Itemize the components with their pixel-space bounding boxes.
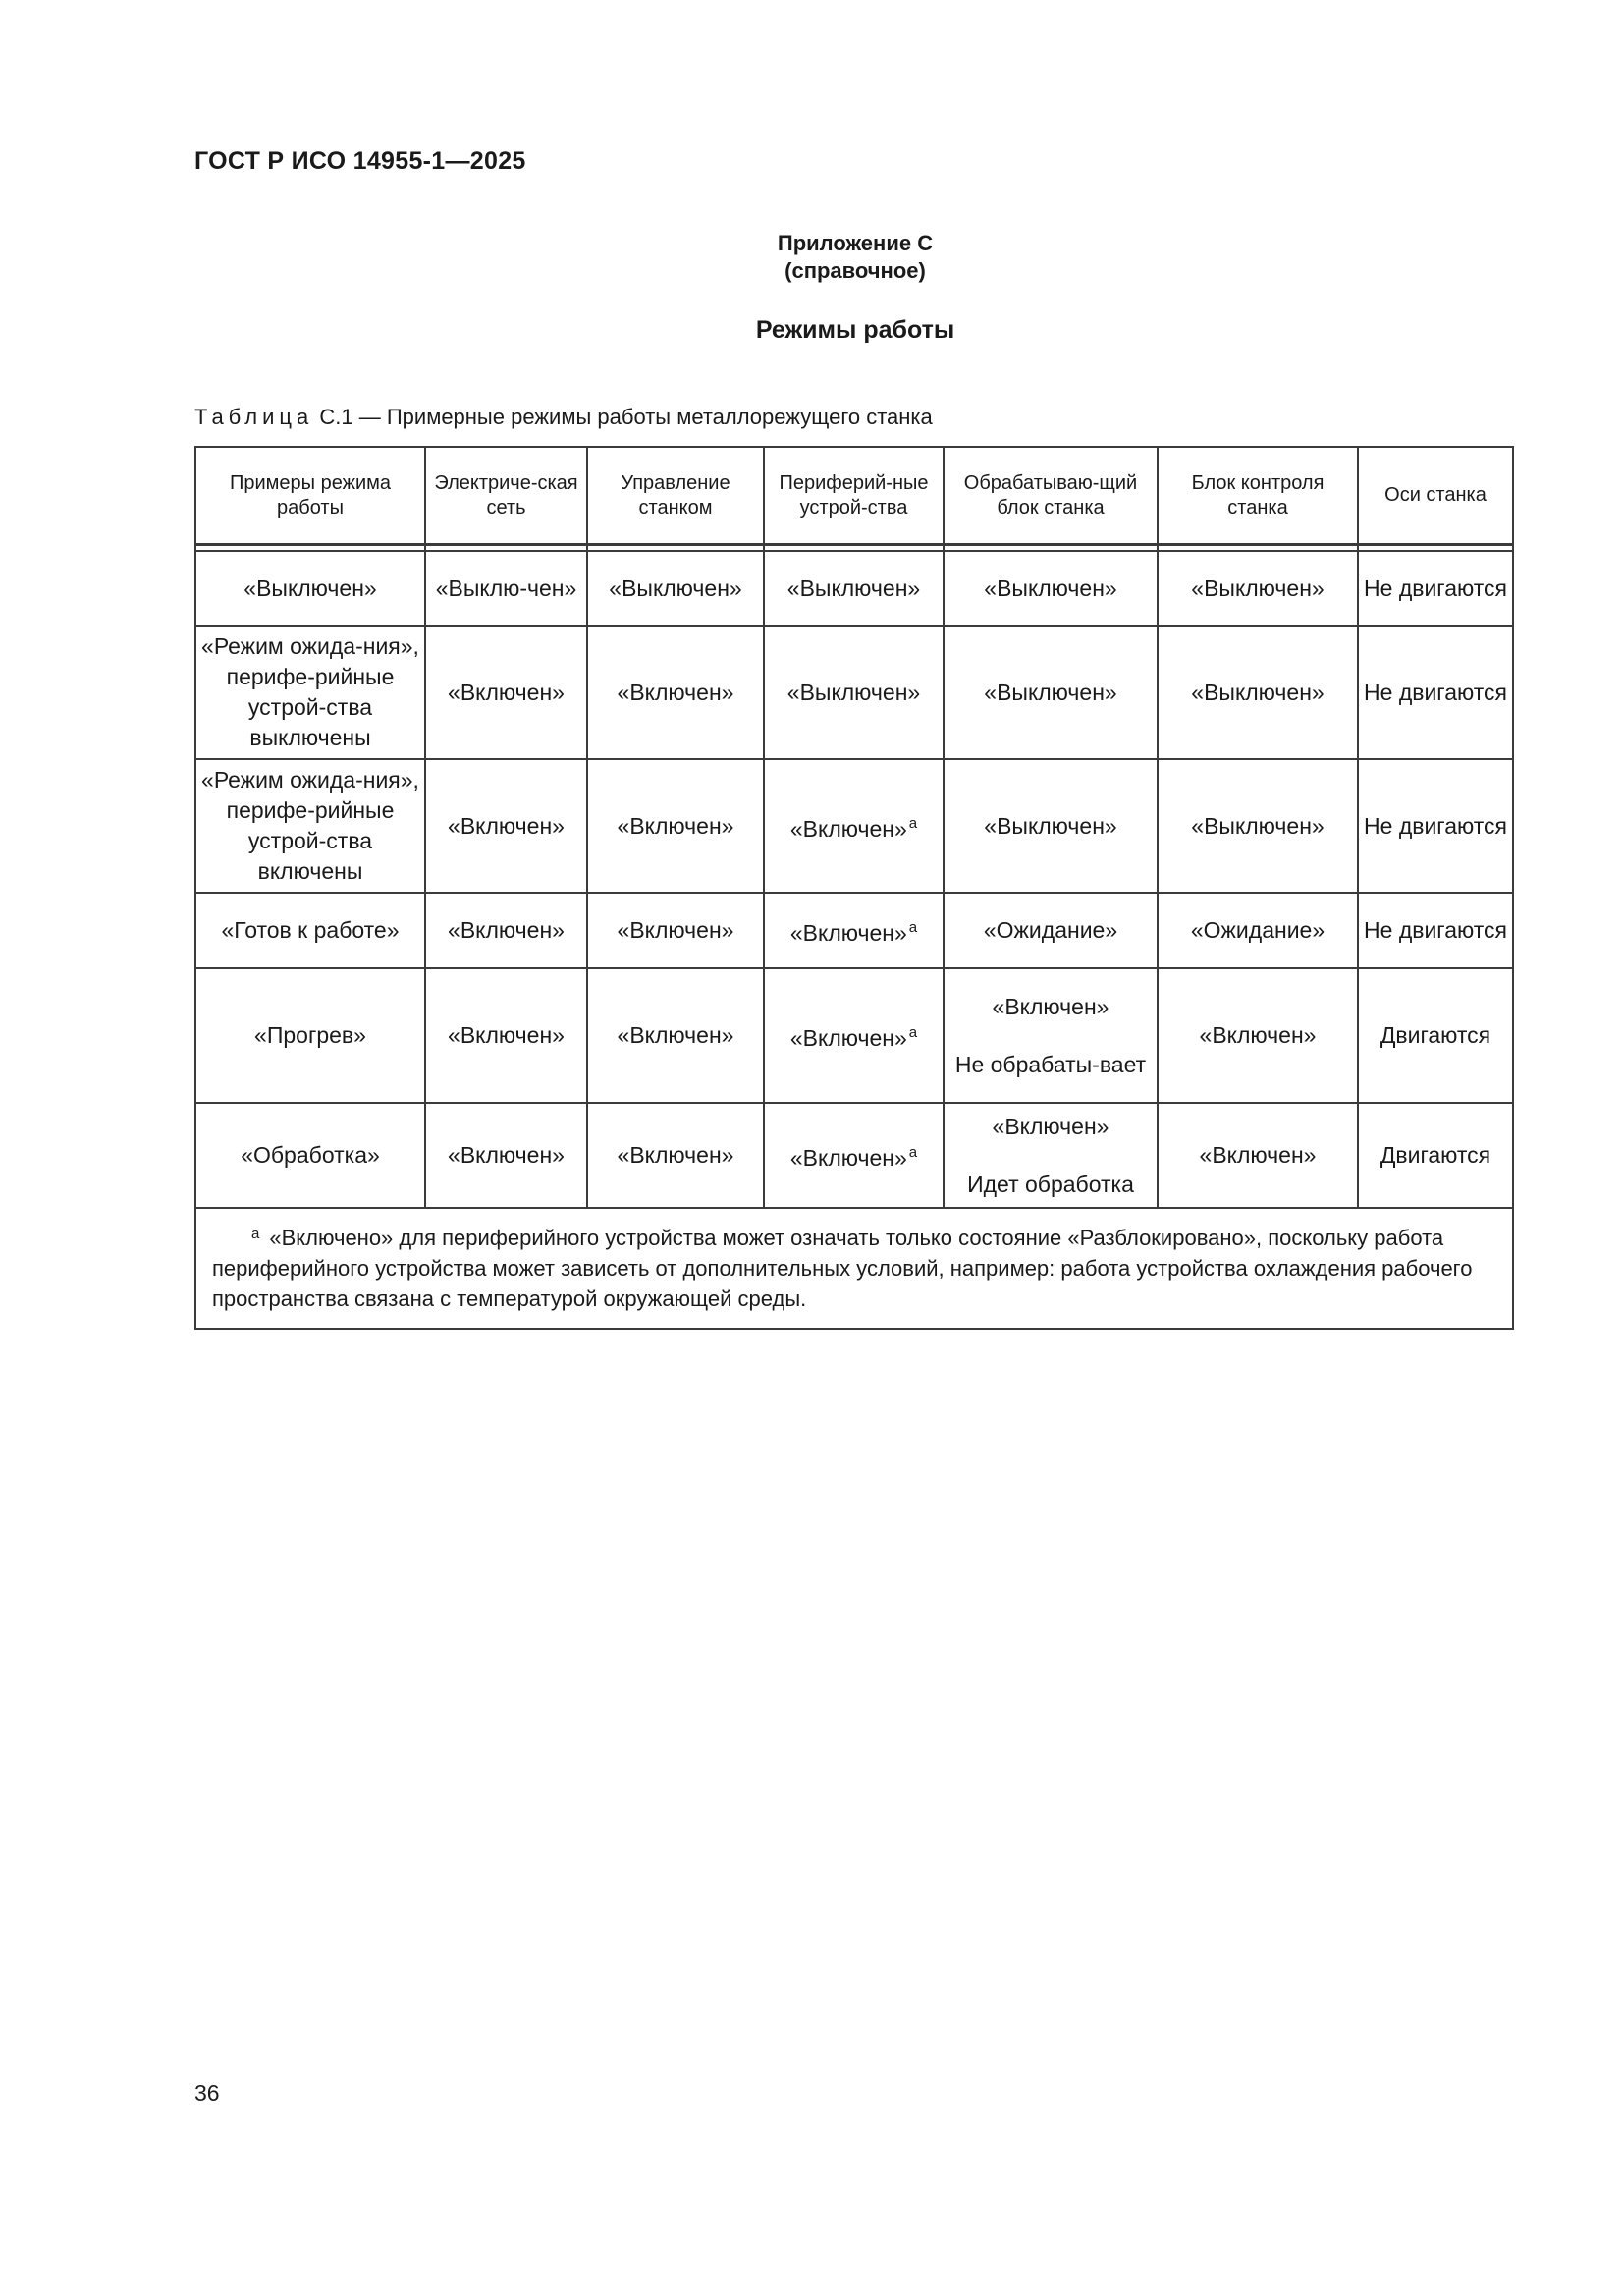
- cell-processing: «Выключен»: [944, 759, 1158, 893]
- cell-power: «Выклю-чен»: [425, 551, 587, 626]
- table-row: [195, 551, 1513, 626]
- column-header-monitoring: Блок контроля станка: [1158, 447, 1358, 545]
- cell-mode: «Прогрев»: [195, 968, 425, 1103]
- cell-processing: «Выключен»: [944, 551, 1158, 626]
- table-footnote: [195, 1208, 1513, 1329]
- cell-monitoring: «Выключен»: [1158, 626, 1358, 759]
- operating-modes-table: [194, 446, 1514, 1330]
- cell-processing-state: «Включен»: [992, 1113, 1109, 1139]
- cell-power: «Включен»: [425, 1103, 587, 1208]
- table-row: [195, 968, 1513, 1103]
- document-id: ГОСТ Р ИСО 14955-1—2025: [194, 147, 526, 175]
- cell-monitoring: «Выключен»: [1158, 759, 1358, 893]
- section-title: Режимы работы: [755, 316, 955, 344]
- cell-periphery: «Выключен»: [764, 551, 944, 626]
- cell-monitoring: «Ожидание»: [1158, 893, 1358, 968]
- cell-monitoring: «Включен»: [1158, 1103, 1358, 1208]
- cell-monitoring: «Выключен»: [1158, 551, 1358, 626]
- cell-axes: Двигаются: [1358, 1103, 1513, 1208]
- footnote-marker: a: [251, 1226, 260, 1242]
- cell-power: «Включен»: [425, 759, 587, 893]
- footnote-marker: a: [908, 1024, 918, 1041]
- annex-kind: (справочное): [784, 258, 926, 283]
- cell-periphery: [764, 759, 944, 893]
- cell-control: «Включен»: [587, 759, 764, 893]
- table-row: [195, 893, 1513, 968]
- column-header-axes: Оси станка: [1358, 447, 1513, 545]
- cell-mode: «Режим ожида-ния», перифе-рийные устрой-ства включены: [195, 759, 425, 893]
- cell-periphery-text: «Включен»: [789, 920, 907, 946]
- cell-mode: «Готов к работе»: [195, 893, 425, 968]
- footnote-text: «Включено» для периферийного устройства может означать только состояние «Разблокировано», поскольку работа периферийного устройства может зависеть от дополнительных условий, например: работа устройства охлаждения рабочего пространства связана с температурой окружающей среды.: [212, 1226, 1473, 1311]
- cell-periphery: «Выключен»: [764, 626, 944, 759]
- cell-axes: Двигаются: [1358, 968, 1513, 1103]
- page-number: 36: [194, 2080, 220, 2105]
- cell-periphery-text: «Включен»: [789, 1025, 907, 1051]
- cell-power: «Включен»: [425, 893, 587, 968]
- cell-periphery: [764, 1103, 944, 1208]
- cell-processing: «Ожидание»: [944, 893, 1158, 968]
- cell-periphery: [764, 968, 944, 1103]
- footnote-marker: a: [908, 1144, 918, 1161]
- cell-processing: «Выключен»: [944, 626, 1158, 759]
- table-caption-text: С.1 — Примерные режимы работы металлорежущего станка: [319, 405, 933, 429]
- column-header-control: Управление станком: [587, 447, 764, 545]
- cell-power: «Включен»: [425, 968, 587, 1103]
- cell-axes: Не двигаются: [1358, 893, 1513, 968]
- cell-control: «Включен»: [587, 893, 764, 968]
- cell-periphery-text: «Включен»: [789, 815, 907, 842]
- cell-control: «Включен»: [587, 1103, 764, 1208]
- table-header-row: [195, 447, 1513, 545]
- cell-periphery-text: «Включен»: [789, 1145, 907, 1171]
- cell-control: «Выключен»: [587, 551, 764, 626]
- cell-processing-detail: Идет обработка: [967, 1171, 1134, 1197]
- cell-axes: Не двигаются: [1358, 551, 1513, 626]
- cell-axes: Не двигаются: [1358, 759, 1513, 893]
- cell-periphery: [764, 893, 944, 968]
- cell-control: «Включен»: [587, 968, 764, 1103]
- table-row: [195, 626, 1513, 759]
- cell-control: «Включен»: [587, 626, 764, 759]
- cell-monitoring: «Включен»: [1158, 968, 1358, 1103]
- column-header-mode: Примеры режима работы: [195, 447, 425, 545]
- cell-mode: «Режим ожида-ния», перифе-рийные устрой-ства выключены: [195, 626, 425, 759]
- table-footnote-row: [195, 1208, 1513, 1329]
- footnote-marker: a: [908, 814, 918, 832]
- column-header-power: Электриче-ская сеть: [425, 447, 587, 545]
- table-caption-word: Таблица: [194, 405, 314, 429]
- column-header-periphery: Периферий-ные устрой-ства: [764, 447, 944, 545]
- cell-processing: [944, 968, 1158, 1103]
- cell-mode: «Обработка»: [195, 1103, 425, 1208]
- cell-processing-state: «Включен»: [992, 993, 1109, 1019]
- annex-title: Приложение С: [777, 231, 934, 255]
- cell-mode: «Выключен»: [195, 551, 425, 626]
- annex-heading: [0, 230, 1623, 285]
- cell-processing: [944, 1103, 1158, 1208]
- footnote-marker: a: [908, 919, 918, 936]
- cell-axes: Не двигаются: [1358, 626, 1513, 759]
- column-header-processing: Обрабатываю-щий блок станка: [944, 447, 1158, 545]
- table-row: [195, 1103, 1513, 1208]
- cell-power: «Включен»: [425, 626, 587, 759]
- table-caption: [194, 405, 933, 430]
- cell-processing-detail: Не обрабаты-вает: [954, 1051, 1147, 1077]
- table-row: [195, 759, 1513, 893]
